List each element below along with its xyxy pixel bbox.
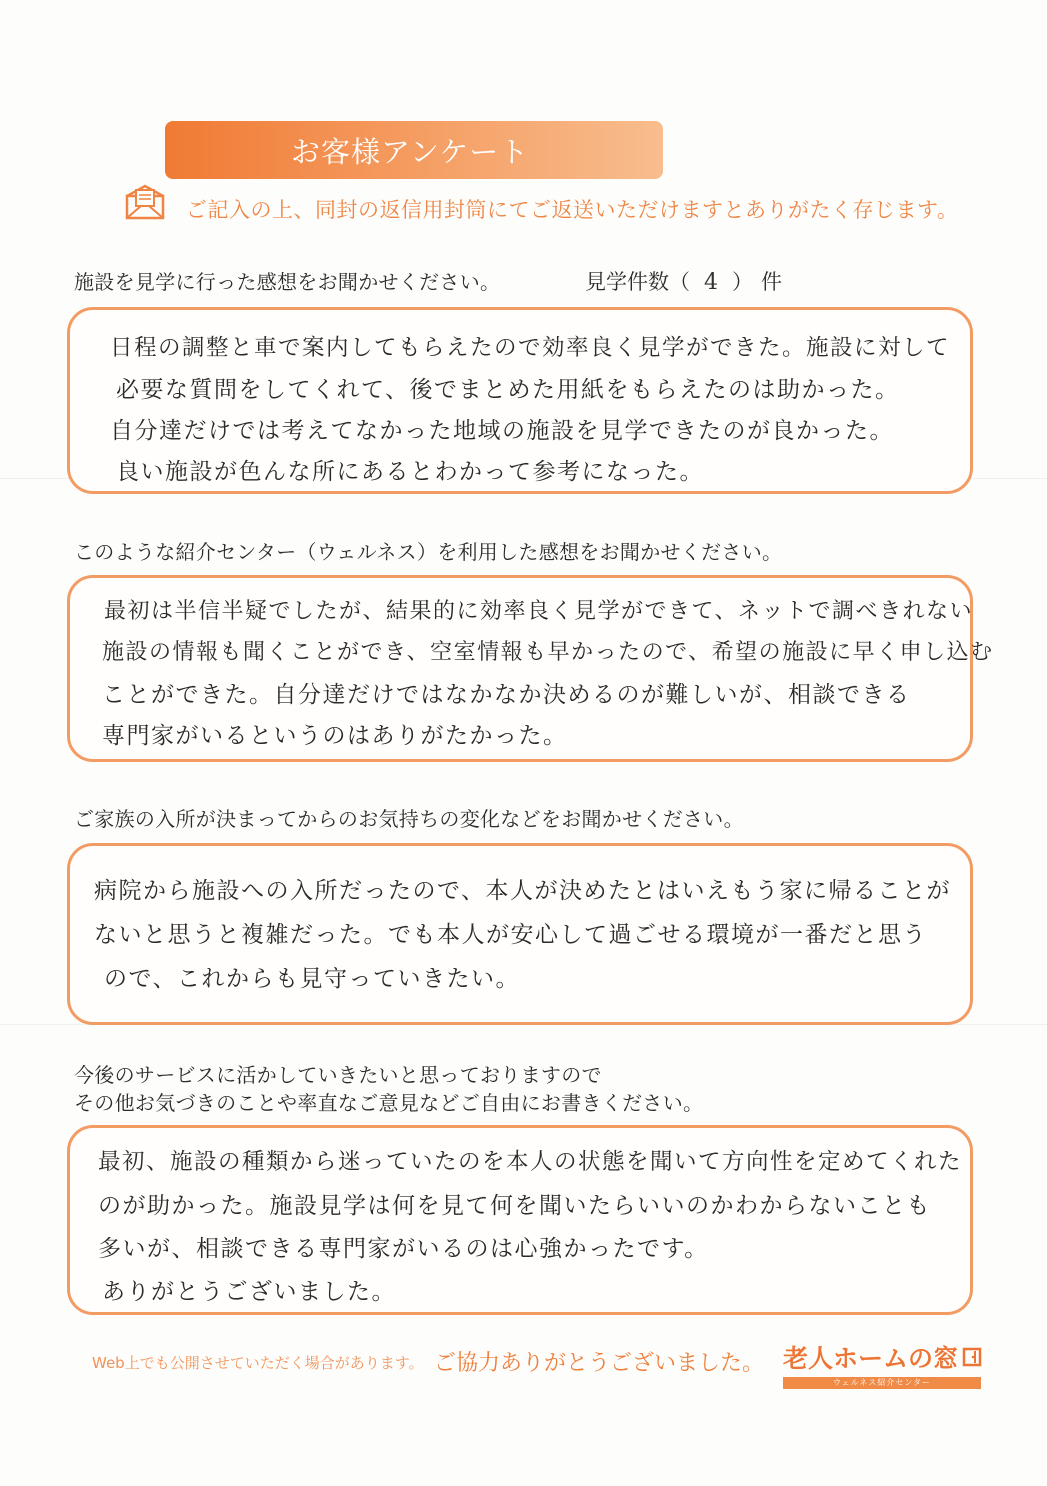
- visit-count-label: 見学件数: [585, 270, 669, 294]
- answer-1-line-2: 必要な質問をしてくれて、後でまとめた用紙をもらえたのは助かった。: [116, 377, 900, 403]
- answer-box-4: [67, 1125, 973, 1315]
- visit-count: [585, 266, 782, 296]
- answer-4-line-4: ありがとうございました。: [102, 1279, 396, 1305]
- answer-3-line-3: ので、これからも見守っていきたい。: [104, 966, 521, 992]
- visit-count-value: 4: [704, 270, 718, 295]
- answer-2-line-4: 専門家がいるというのはありがたかった。: [102, 723, 568, 749]
- answer-1-line-3: 自分達だけでは考えてなかった地域の施設を見学できたのが良かった。: [110, 418, 894, 444]
- brand-logo: [783, 1339, 983, 1389]
- envelope-icon: [125, 184, 165, 220]
- answer-box-3: [67, 843, 973, 1025]
- brand-subtitle: ウェルネス紹介センター: [783, 1377, 981, 1389]
- brand-name: 老人ホームの窓: [783, 1344, 959, 1373]
- answer-4-line-1: 最初、施設の種類から迷っていたのを本人の状態を聞いて方向性を定めてくれた: [98, 1149, 963, 1175]
- question-4-prompt-line-1: 今後のサービスに活かしていきたいと思っておりますので: [74, 1063, 602, 1087]
- answer-box-2: [67, 575, 994, 762]
- answer-3-line-1: 病院から施設への入所だったので、本人が決めたとはいえもう家に帰ることが: [94, 878, 952, 904]
- answer-1-line-1: 日程の調整と車で案内してもらえたので効率良く見学ができた。施設に対して: [110, 335, 951, 361]
- visit-count-unit: 件: [761, 270, 782, 294]
- answer-4-line-2: のが助かった。施設見学は何を見て何を聞いたらいいのかわからないことも: [98, 1193, 931, 1219]
- answer-2-line-2: 施設の情報も聞くことができ、空室情報も早かったので、希望の施設に早く申し込む: [102, 640, 994, 665]
- answer-2-line-3: ことができた。自分達だけではなかなか決めるのが難しいが、相談できる: [102, 682, 911, 708]
- window-icon: [962, 1347, 982, 1367]
- question-4-prompt-line-2: その他お気づきのことや率直なご意見などご自由にお書きください。: [74, 1091, 704, 1115]
- visit-count-close-paren: ）: [732, 270, 753, 294]
- question-3-prompt: ご家族の入所が決まってからのお気持ちの変化などをお聞かせください。: [74, 807, 744, 831]
- answer-4-line-3: 多いが、相談できる専門家がいるのは心強かったです。: [98, 1236, 709, 1262]
- survey-title-banner: [165, 121, 663, 179]
- web-publish-note: Web上でも公開させていただく場合があります。: [92, 1354, 424, 1372]
- thanks-message: ご協力ありがとうございました。: [434, 1351, 765, 1376]
- answer-2-line-1: 最初は半信半疑でしたが、結果的に効率良く見学ができて、ネットで調べきれない: [104, 599, 974, 624]
- answer-1-line-4: 良い施設が色んな所にあるとわかって参考になった。: [116, 459, 704, 485]
- survey-title: お客様アンケート: [291, 134, 530, 169]
- answer-3-line-2: ないと思うと複雑だった。でも本人が安心して過ごせる環境が一番だと思う: [94, 922, 927, 948]
- answer-box-1: [67, 307, 973, 494]
- visit-count-open-paren: （: [669, 270, 690, 294]
- return-instruction: ご記入の上、同封の返信用封筒にてご返送いただけますとありがたく存じます。: [186, 198, 959, 222]
- question-1-prompt: 施設を見学に行った感想をお聞かせください。: [74, 270, 501, 294]
- question-2-prompt: このような紹介センター（ウェルネス）を利用した感想をお聞かせください。: [74, 540, 783, 564]
